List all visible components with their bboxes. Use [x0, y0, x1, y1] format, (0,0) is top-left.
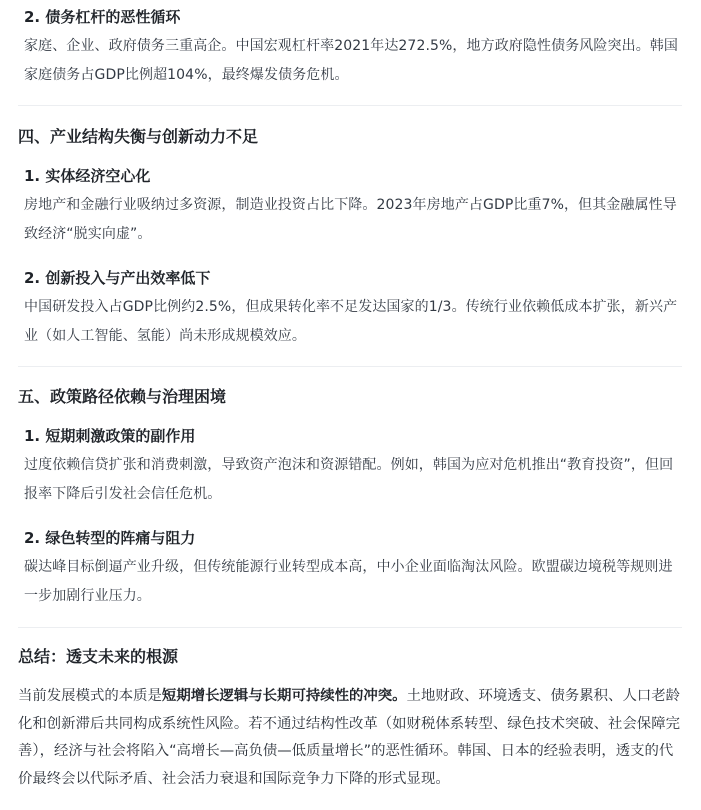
section-heading: 五、政策路径依赖与治理困境	[18, 387, 227, 406]
subsection-text: 家庭、企业、政府债务三重高企。中国宏观杠杆率2021年达272.5%，地方政府隐性债务风险突出。韩国家庭债务占GDP比例超104%，最终爆发债务危机。	[24, 38, 679, 83]
subsection-innovation	[18, 263, 682, 351]
subsection-title: 2. 债务杠杆的恶性循环	[24, 8, 181, 26]
article-content	[18, 0, 682, 793]
subsection-title: 2. 绿色转型的阵痛与阻力	[24, 529, 196, 547]
subsection-title: 1. 短期刺激政策的副作用	[24, 427, 196, 445]
summary-heading: 总结：透支未来的根源	[18, 647, 179, 666]
subsection-text: 碳达峰目标倒逼产业升级，但传统能源行业转型成本高，中小企业面临淘汰风险。欧盟碳边境税等规则进一步加剧行业压力。	[24, 559, 673, 604]
subsection-text: 中国研发投入占GDP比例约2.5%，但成果转化率不足发达国家的1/3。传统行业依赖低成本扩张，新兴产业（如人工智能、氢能）尚未形成规模效应。	[24, 299, 678, 344]
subsection-debt-leverage	[18, 0, 682, 90]
summary-key-point: 短期增长逻辑与长期可持续性的冲突。	[161, 688, 407, 704]
subsection-title: 1. 实体经济空心化	[24, 167, 151, 185]
subsection-text: 房地产和金融行业吸纳过多资源，制造业投资占比下降。2023年房地产占GDP比重7%，但其金融属性导致经济“脱实向虚”。	[24, 197, 677, 242]
subsection-stimulus	[18, 421, 682, 509]
subsection-hollowing	[18, 161, 682, 249]
subsection-green-transition	[18, 523, 682, 611]
section-heading: 四、产业结构失衡与创新动力不足	[18, 127, 259, 146]
summary-text-lead: 当前发展模式的本质是	[18, 688, 162, 704]
summary-text	[18, 683, 682, 793]
summary-text-body: 土地财政、环境透支、债务累积、人口老龄化和创新滞后共同构成系统性风险。若不通过结构性改革（如财税体系转型、绿色技术突破、社会保障完善），经济与社会将陷入“高增长—高负债—低质量增长”的恶性循环。韩国、日本的经验表明，透支的代价最终会以代际矛盾、社会活力衰退和国际竞争力下降的形式显现。	[18, 688, 681, 787]
subsection-title: 2. 创新投入与产出效率低下	[24, 269, 211, 287]
subsection-text: 过度依赖信贷扩张和消费刺激，导致资产泡沫和资源错配。例如，韩国为应对危机推出“教育投资”，但回报率下降后引发社会信任危机。	[24, 457, 674, 502]
